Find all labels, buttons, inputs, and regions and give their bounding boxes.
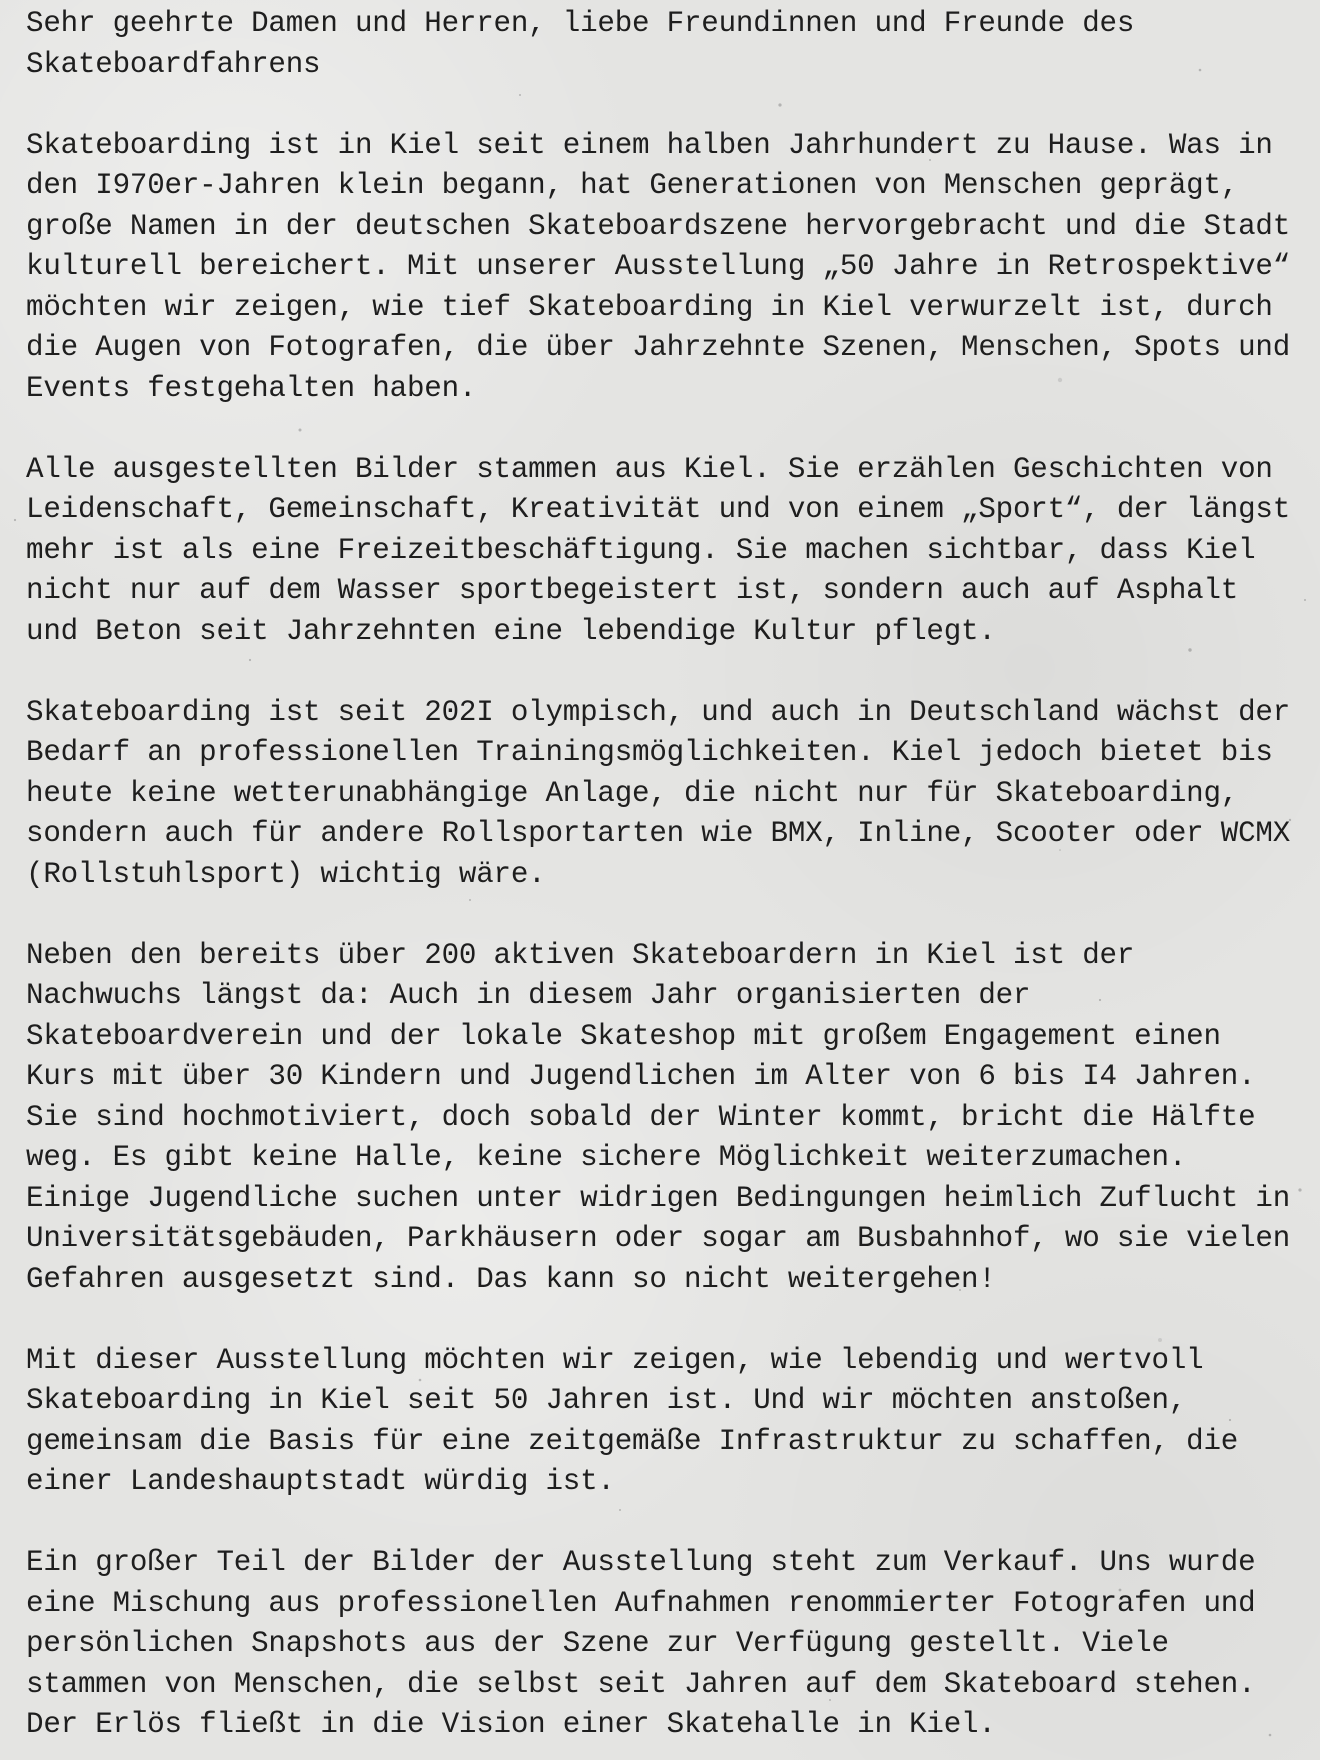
text-line: heute keine wetterunabhängige Anlage, die nicht nur für Skateboarding, bbox=[26, 776, 1239, 810]
text-line: kulturell bereichert. Mit unserer Ausstellung „50 Jahre in Retrospektive“ bbox=[26, 250, 1291, 283]
text-line: (Rollstuhlsport) wichtig wäre. bbox=[26, 857, 546, 891]
text-line: Skateboarding ist in Kiel seit einem halben Jahrhundert zu Hause. Was in bbox=[26, 128, 1273, 162]
text-line: Skateboardfahrens bbox=[26, 47, 321, 81]
text-line: Der Erlös fließt in die Vision einer Skatehalle in Kiel. bbox=[26, 1708, 996, 1741]
paragraph-youth bbox=[26, 936, 1316, 1301]
text-line: Nachwuchs längst da: Auch in diesem Jahr organisierten der bbox=[26, 979, 1031, 1012]
paragraph-history bbox=[26, 126, 1316, 410]
text-line: sondern auch für andere Rollsportarten wie BMX, Inline, Scooter oder WCMX bbox=[26, 817, 1291, 850]
text-line: die Augen von Fotografen, die über Jahrzehnte Szenen, Menschen, Spots und bbox=[26, 331, 1291, 364]
text-line: und Beton seit Jahrzehnten eine lebendige Kultur pflegt. bbox=[26, 614, 996, 648]
text-line: den I970er-Jahren klein begann, hat Generationen von Menschen geprägt, bbox=[26, 169, 1239, 202]
text-line: Bedarf an professionellen Trainingsmöglichkeiten. Kiel jedoch bietet bis bbox=[26, 736, 1273, 769]
text-line: nicht nur auf dem Wasser sportbegeistert ist, sondern auch auf Asphalt bbox=[26, 574, 1239, 607]
text-line: Kurs mit über 30 Kindern und Jugendlichen im Alter von 6 bis I4 Jahren. bbox=[26, 1060, 1256, 1093]
text-line: Events festgehalten haben. bbox=[26, 371, 477, 405]
paragraph-exhibition-goal bbox=[26, 1341, 1316, 1503]
text-line: eine Mischung aus professionellen Aufnahmen renommierter Fotografen und bbox=[26, 1586, 1256, 1620]
letter-body bbox=[26, 4, 1316, 1746]
text-line: einer Landeshauptstadt würdig ist. bbox=[26, 1465, 615, 1498]
text-line: gemeinsam die Basis für eine zeitgemäße Infrastruktur zu schaffen, die bbox=[26, 1424, 1239, 1458]
text-line: Ein großer Teil der Bilder der Ausstellung steht zum Verkauf. Uns wurde bbox=[26, 1546, 1256, 1579]
text-line: weg. Es gibt keine Halle, keine sichere Möglichkeit weiterzumachen. bbox=[26, 1141, 1187, 1174]
paragraph-images bbox=[26, 450, 1316, 653]
greeting bbox=[26, 4, 1316, 85]
text-line: Skateboarding in Kiel seit 50 Jahren ist. Und wir möchten anstoßen, bbox=[26, 1384, 1187, 1417]
text-line: Skateboardverein und der lokale Skateshop mit großem Engagement einen bbox=[26, 1019, 1221, 1053]
text-line: Alle ausgestellten Bilder stammen aus Kiel. Sie erzählen Geschichten von bbox=[26, 452, 1273, 486]
text-line: stammen von Menschen, die selbst seit Jahren auf dem Skateboard stehen. bbox=[26, 1667, 1256, 1701]
text-line: Leidenschaft, Gemeinschaft, Kreativität und von einem „Sport“, der längst bbox=[26, 493, 1291, 526]
paragraph-olympic bbox=[26, 693, 1316, 896]
paragraph-sales bbox=[26, 1543, 1316, 1746]
text-line: Gefahren ausgesetzt sind. Das kann so nicht weitergehen! bbox=[26, 1262, 996, 1296]
text-line: Sehr geehrte Damen und Herren, liebe Freundinnen und Freunde des bbox=[26, 7, 1135, 40]
text-line: persönlichen Snapshots aus der Szene zur Verfügung gestellt. Viele bbox=[26, 1627, 1169, 1660]
text-line: Skateboarding ist seit 202I olympisch, und auch in Deutschland wächst der bbox=[26, 695, 1291, 729]
text-line: Universitätsgebäuden, Parkhäusern oder sogar am Busbahnhof, wo sie vielen bbox=[26, 1222, 1291, 1255]
text-line: Sie sind hochmotiviert, doch sobald der Winter kommt, bricht die Hälfte bbox=[26, 1100, 1256, 1134]
text-line: Neben den bereits über 200 aktiven Skateboardern in Kiel ist der bbox=[26, 938, 1135, 972]
text-line: möchten wir zeigen, wie tief Skateboarding in Kiel verwurzelt ist, durch bbox=[26, 290, 1273, 324]
text-line: große Namen in der deutschen Skateboardszene hervorgebracht und die Stadt bbox=[26, 209, 1291, 243]
text-line: Einige Jugendliche suchen unter widrigen Bedingungen heimlich Zuflucht in bbox=[26, 1181, 1291, 1215]
text-line: mehr ist als eine Freizeitbeschäftigung. Sie machen sichtbar, dass Kiel bbox=[26, 533, 1256, 567]
text-line: Mit dieser Ausstellung möchten wir zeigen, wie lebendig und wertvoll bbox=[26, 1343, 1204, 1377]
